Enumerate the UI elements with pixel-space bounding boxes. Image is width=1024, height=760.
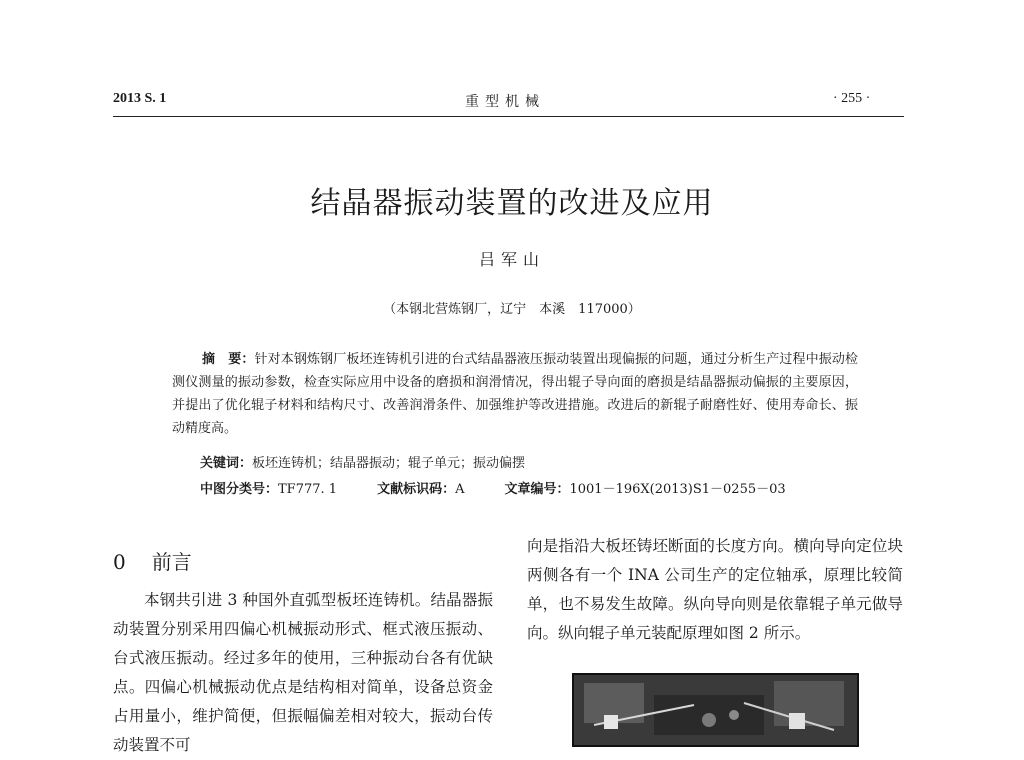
author-affiliation: （本钢北营炼钢厂，辽宁 本溪 117000） [383, 302, 641, 317]
doc-code-value: A [455, 482, 465, 497]
section-heading [113, 546, 192, 575]
keywords-text: 板坯连铸机；结晶器振动；辊子单元；振动偏摆 [252, 456, 526, 471]
page-number: · 255 · [833, 91, 871, 106]
header-year-issue: 2013 S. 1 [113, 91, 167, 106]
abstract-label: 摘 要： [202, 352, 255, 367]
doc-code-label: 文献标识码： [377, 482, 456, 497]
clc-label: 中图分类号： [200, 482, 279, 497]
keywords-line [200, 452, 525, 471]
keywords-label: 关键词： [200, 456, 253, 471]
header-rule [113, 116, 904, 117]
article-title: 结晶器振动装置的改进及应用 [310, 186, 714, 221]
abstract-text: 针对本钢炼钢厂板坯连铸机引进的台式结晶器液压振动装置出现偏振的问题，通过分析生产过程中振动检测仪测量的振动参数，检查实际应用中设备的磨损和润滑情况，得出辊子导向面的磨损是结晶器振动偏振的主要原因，并提出了优化辊子材料和结构尺寸、改善润滑条件、加强维护等改进措施。改进后的新辊子耐磨性好、使用寿命长、振动精度高。 [172, 352, 858, 436]
classification-line [200, 478, 786, 497]
section-number: 0 [113, 550, 126, 574]
figure-machinery-image [574, 675, 857, 745]
section-title: 前言 [151, 550, 192, 574]
article-number-label: 文章编号： [504, 482, 570, 497]
figure-photo [572, 673, 859, 747]
author-name: 吕军山 [478, 250, 545, 269]
article-number-value: 1001－196X(2013)S1－0255－03 [569, 482, 786, 497]
left-column-text: 本钢共引进 3 种国外直弧型板坯连铸机。结晶器振动装置分别采用四偏心机械振动形式、框式液压振动、台式液压振动。经过多年的使用，三种振动台各有优缺点。四偏心机械振动优点是结构相对简单，设备总资金占用量小，维护简便，但振幅偏差相对较大，振动台传动装置不可 [113, 591, 493, 754]
right-column-text: 向是指沿大板坯铸坯断面的长度方向。横向导向定位块两侧各有一个 INA 公司生产的定位轴承，原理比较简单，也不易发生故障。纵向导向则是依靠辊子单元做导向。纵向辊子单元装配原理如图 2 所示。 [527, 537, 903, 642]
abstract-block [172, 348, 858, 440]
journal-name: 重型机械 [465, 94, 545, 110]
clc-value: TF777. 1 [278, 482, 338, 497]
